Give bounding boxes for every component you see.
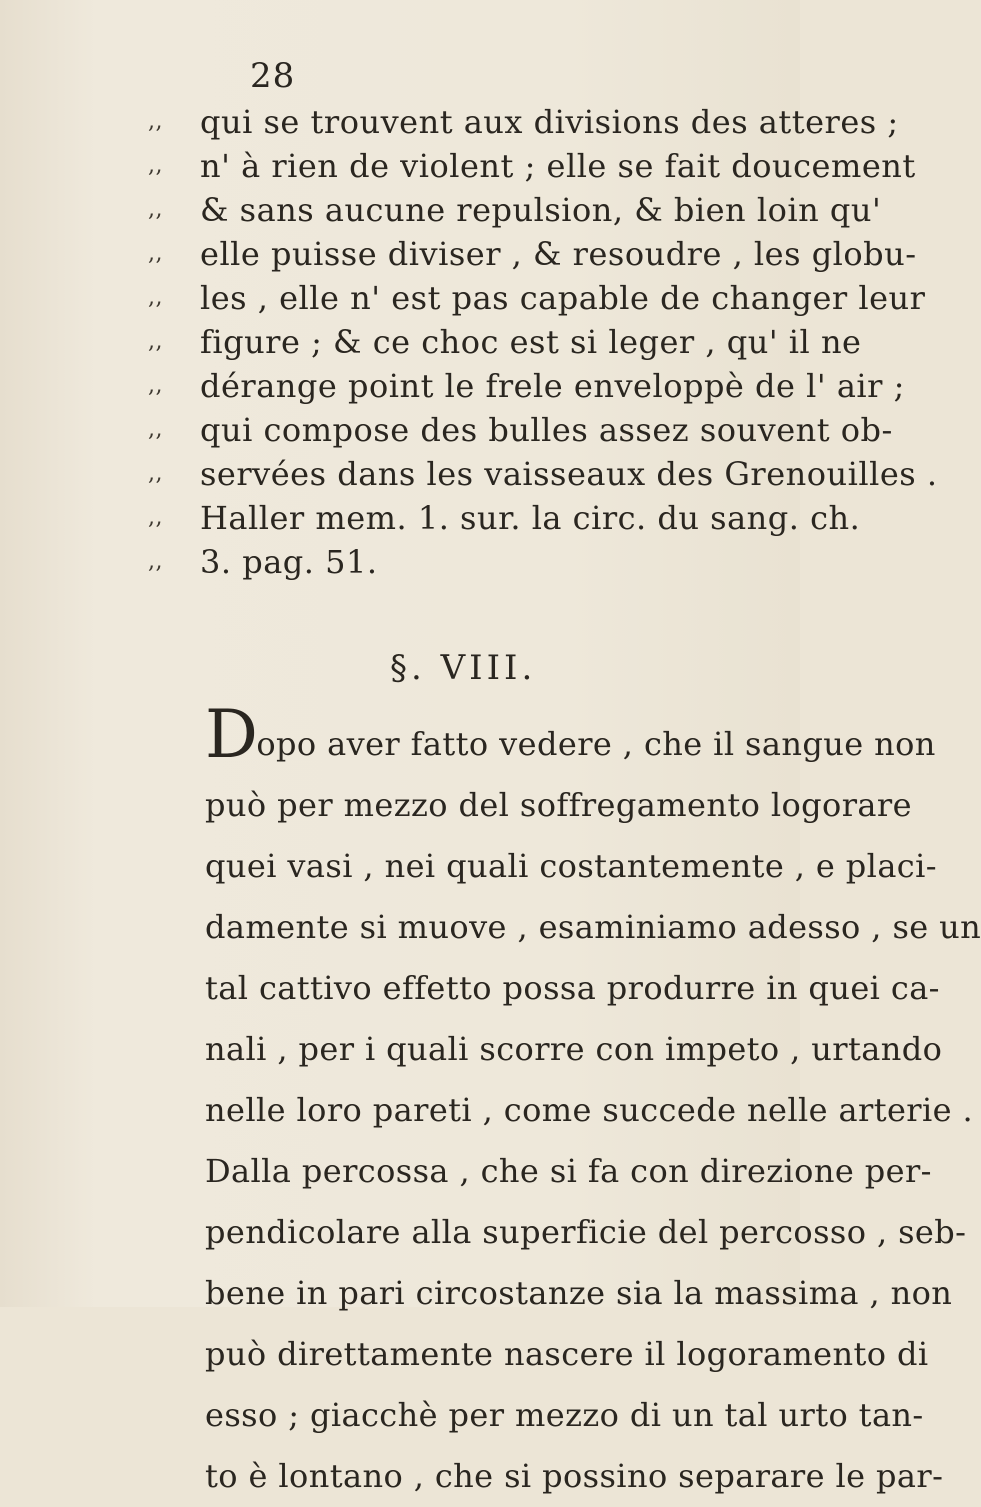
quote-text: qui compose des bulles assez souvent ob- [200,411,893,449]
quote-line [148,364,905,408]
body-line: nelle loro pareti , come succede nelle arterie . [205,1091,974,1129]
quote-text: & sans aucune repulsion, & bien loin qu' [200,191,882,229]
quote-line [148,188,882,232]
quote-mark: ,, [148,285,163,310]
quote-line [148,408,893,452]
quote-mark: ,, [148,329,163,354]
quote-text: 3. pag. 51. [200,543,378,581]
body-line: to è lontano , che si possino separare le par- [205,1457,944,1495]
body-line-text: opo aver fatto vedere , che il sangue non [256,725,936,763]
body-paragraph [205,696,981,1507]
quote-text: servées dans les vaisseaux des Grenouilles . [200,455,938,493]
quote-line [148,496,861,540]
body-line: quei vasi , nei quali costantemente , e placi- [205,847,937,885]
body-line [205,696,936,775]
quote-text: dérange point le frele enveloppè de l' air ; [200,367,905,405]
quote-mark: ,, [148,241,163,266]
page-number: 28 [250,56,296,96]
quote-mark: ,, [148,153,163,178]
body-line: nali , per i quali scorre con impeto , urtando [205,1030,943,1068]
drop-cap: D [205,696,259,773]
quote-mark: ,, [148,109,163,134]
body-line: bene in pari circostanze sia la massima , non [205,1274,953,1312]
body-line: può direttamente nascere il logoramento di [205,1335,929,1373]
quote-text: les , elle n' est pas capable de changer leur [200,279,926,317]
body-line: Dalla percossa , che si fa con direzione per- [205,1152,932,1190]
quoted-passage [148,100,938,584]
quote-mark: ,, [148,505,163,530]
quote-mark: ,, [148,197,163,222]
quote-mark: ,, [148,461,163,486]
body-line: esso ; giacchè per mezzo di un tal urto tan- [205,1396,924,1434]
quote-mark: ,, [148,549,163,574]
quote-line [148,232,917,276]
body-line: pendicolare alla superficie del percosso , seb- [205,1213,967,1251]
quote-line [148,276,926,320]
body-line: può per mezzo del soffregamento logorare [205,786,912,824]
quote-text: figure ; & ce choc est si leger , qu' il ne [200,323,862,361]
quote-line [148,100,899,144]
quote-line [148,320,862,364]
quote-text: n' à rien de violent ; elle se fait doucement [200,147,916,185]
quote-line [148,540,780,584]
quote-text: Haller mem. 1. sur. la circ. du sang. ch. [200,499,861,537]
quote-mark: ,, [148,417,163,442]
quote-text: elle puisse diviser , & resoudre , les globu- [200,235,917,273]
quote-line [148,144,916,188]
section-heading: §. VIII. [390,648,537,688]
quote-mark: ,, [148,373,163,398]
quote-text: qui se trouvent aux divisions des atteres ; [200,103,899,141]
body-line: damente si muove , esaminiamo adesso , se un [205,908,981,946]
body-line: tal cattivo effetto possa produrre in quei ca- [205,969,940,1007]
quote-line [148,452,938,496]
